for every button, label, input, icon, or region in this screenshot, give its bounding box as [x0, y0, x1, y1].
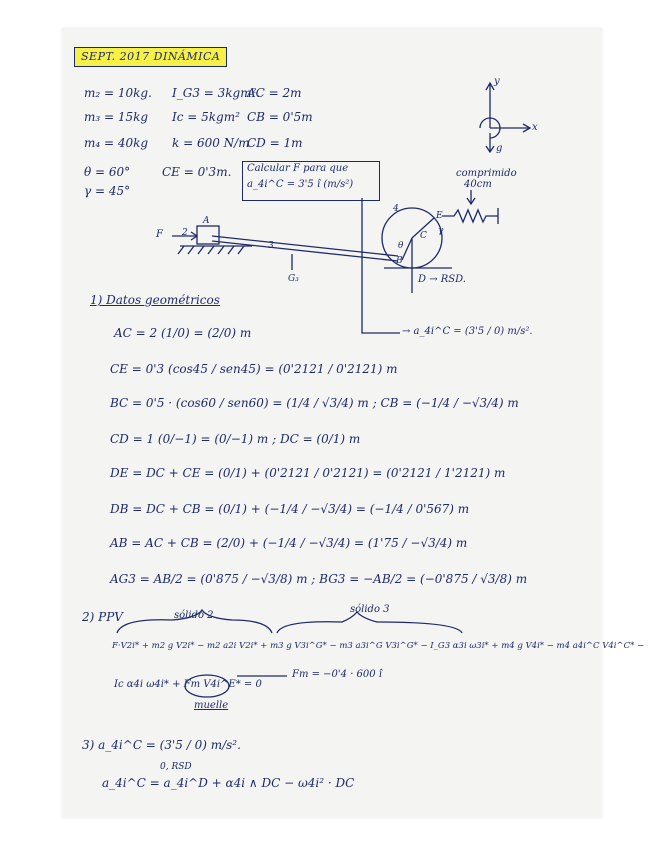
axis-y-label: y — [494, 76, 500, 87]
radius-cb — [402, 238, 412, 260]
given-ac: AC = 2m — [247, 86, 302, 100]
geom-line-8: AG3 = AB/2 = (0'875 / −√3/8) m ; BG3 = −AB/2 = (−0'875 / √3/8) m — [110, 572, 528, 586]
answer-arrow-note: → a_4i^C = (3'5 / 0) m/s². — [402, 326, 533, 337]
geom-line-1: AC = 2 (1/0) = (2/0) m — [114, 326, 252, 340]
section-3-line-2: a_4i^C = a_4i^D + α4i ∧ DC − ω4i² · DC — [102, 776, 355, 790]
spring-force: Fm = −0'4 · 600 î — [292, 669, 383, 680]
section-3-line-1: 3) a_4i^C = (3'5 / 0) m/s². — [82, 738, 241, 752]
geom-line-3: BC = 0'5 · (cos60 / sen60) = (1/4 / √3/4) m ; CB = (−1/4 / −√3/4) m — [110, 396, 519, 410]
point-b-label: B — [396, 256, 403, 266]
solido-2-label: sólido 2 — [174, 610, 214, 621]
given-gamma: γ = 45° — [84, 184, 131, 198]
given-k: k = 600 N/m — [172, 136, 250, 150]
given-ic: Ic = 5kgm² — [172, 110, 240, 124]
solido-3-label: sólido 3 — [350, 604, 390, 615]
leader-line — [362, 198, 400, 333]
given-ce: CE = 0'3m. — [162, 165, 232, 179]
geom-line-6: DB = DC + CB = (0/1) + (−1/4 / −√3/4) = (−1/4 / 0'567) m — [110, 502, 470, 516]
task-line-1: Calcular F para que — [247, 163, 349, 174]
given-m4: m₄ = 40kg — [84, 136, 149, 150]
mechanism-diagram — [62, 28, 602, 818]
geom-line-7: AB = AC + CB = (2/0) + (−1/4 / −√3/4) = (1'75 / −√3/4) m — [110, 536, 468, 550]
section-2-heading: 2) PPV — [82, 610, 123, 624]
given-m2: m₂ = 10kg. — [84, 86, 152, 100]
rsd-label: D → RSD. — [418, 274, 466, 285]
task-line-2: a_4i^C = 3'5 î (m/s²) — [247, 179, 354, 190]
point-e-label: E — [436, 211, 443, 221]
geom-line-4: CD = 1 (0/−1) = (0/−1) m ; DC = (0/1) m — [110, 432, 361, 446]
force-label: F — [156, 229, 163, 240]
ppv-equation-1: F·V2i* + m2 g V2i* − m2 a2i V2i* + m3 g V3i^G* − m3 a3i^G V3i^G* − I_G3 α3i ω3i* + m4 g V4i* − m4 a4i^C V4i^C* − — [112, 641, 645, 651]
axis-x-label: x — [532, 122, 538, 133]
point-c-label: C — [420, 231, 427, 241]
given-m3: m₃ = 15kg — [84, 110, 149, 124]
muelle-label: muelle — [194, 700, 229, 711]
point-a-label: A — [203, 216, 210, 226]
section-1-heading: 1) Datos geométricos — [90, 293, 220, 307]
section-3-note: 0, RSD — [160, 762, 192, 772]
comprimido-label: comprimido — [456, 168, 517, 179]
given-cd: CD = 1m — [247, 136, 303, 150]
given-ig3: I_G3 = 3kgm². — [172, 86, 261, 100]
ppv-equation-2: Ic α4i ω4i* + Fm V4i^E* = 0 — [114, 679, 262, 690]
theta-label: θ — [398, 241, 404, 251]
given-cb: CB = 0'5m — [247, 110, 313, 124]
ground-hatching — [178, 246, 244, 254]
page-title: SEPT. 2017 DINÁMICA — [74, 47, 227, 67]
gamma-label: γ — [438, 226, 444, 236]
geom-line-5: DE = DC + CE = (0/1) + (0'2121 / 0'2121) = (0'2121 / 1'2121) m — [110, 466, 506, 480]
geom-line-2: CE = 0'3 (cos45 / sen45) = (0'2121 / 0'2121) m — [110, 362, 398, 376]
body-3-label: 3 — [268, 241, 274, 251]
spring — [442, 210, 498, 222]
handwritten-sheet — [62, 28, 645, 818]
body-4-label: 4 — [393, 204, 399, 214]
gravity-label: g — [496, 143, 503, 154]
g3-label: G₃ — [288, 274, 299, 284]
given-theta: θ = 60° — [84, 165, 131, 179]
body-2-label: 2 — [182, 228, 188, 238]
compression-label: 40cm — [464, 179, 492, 190]
